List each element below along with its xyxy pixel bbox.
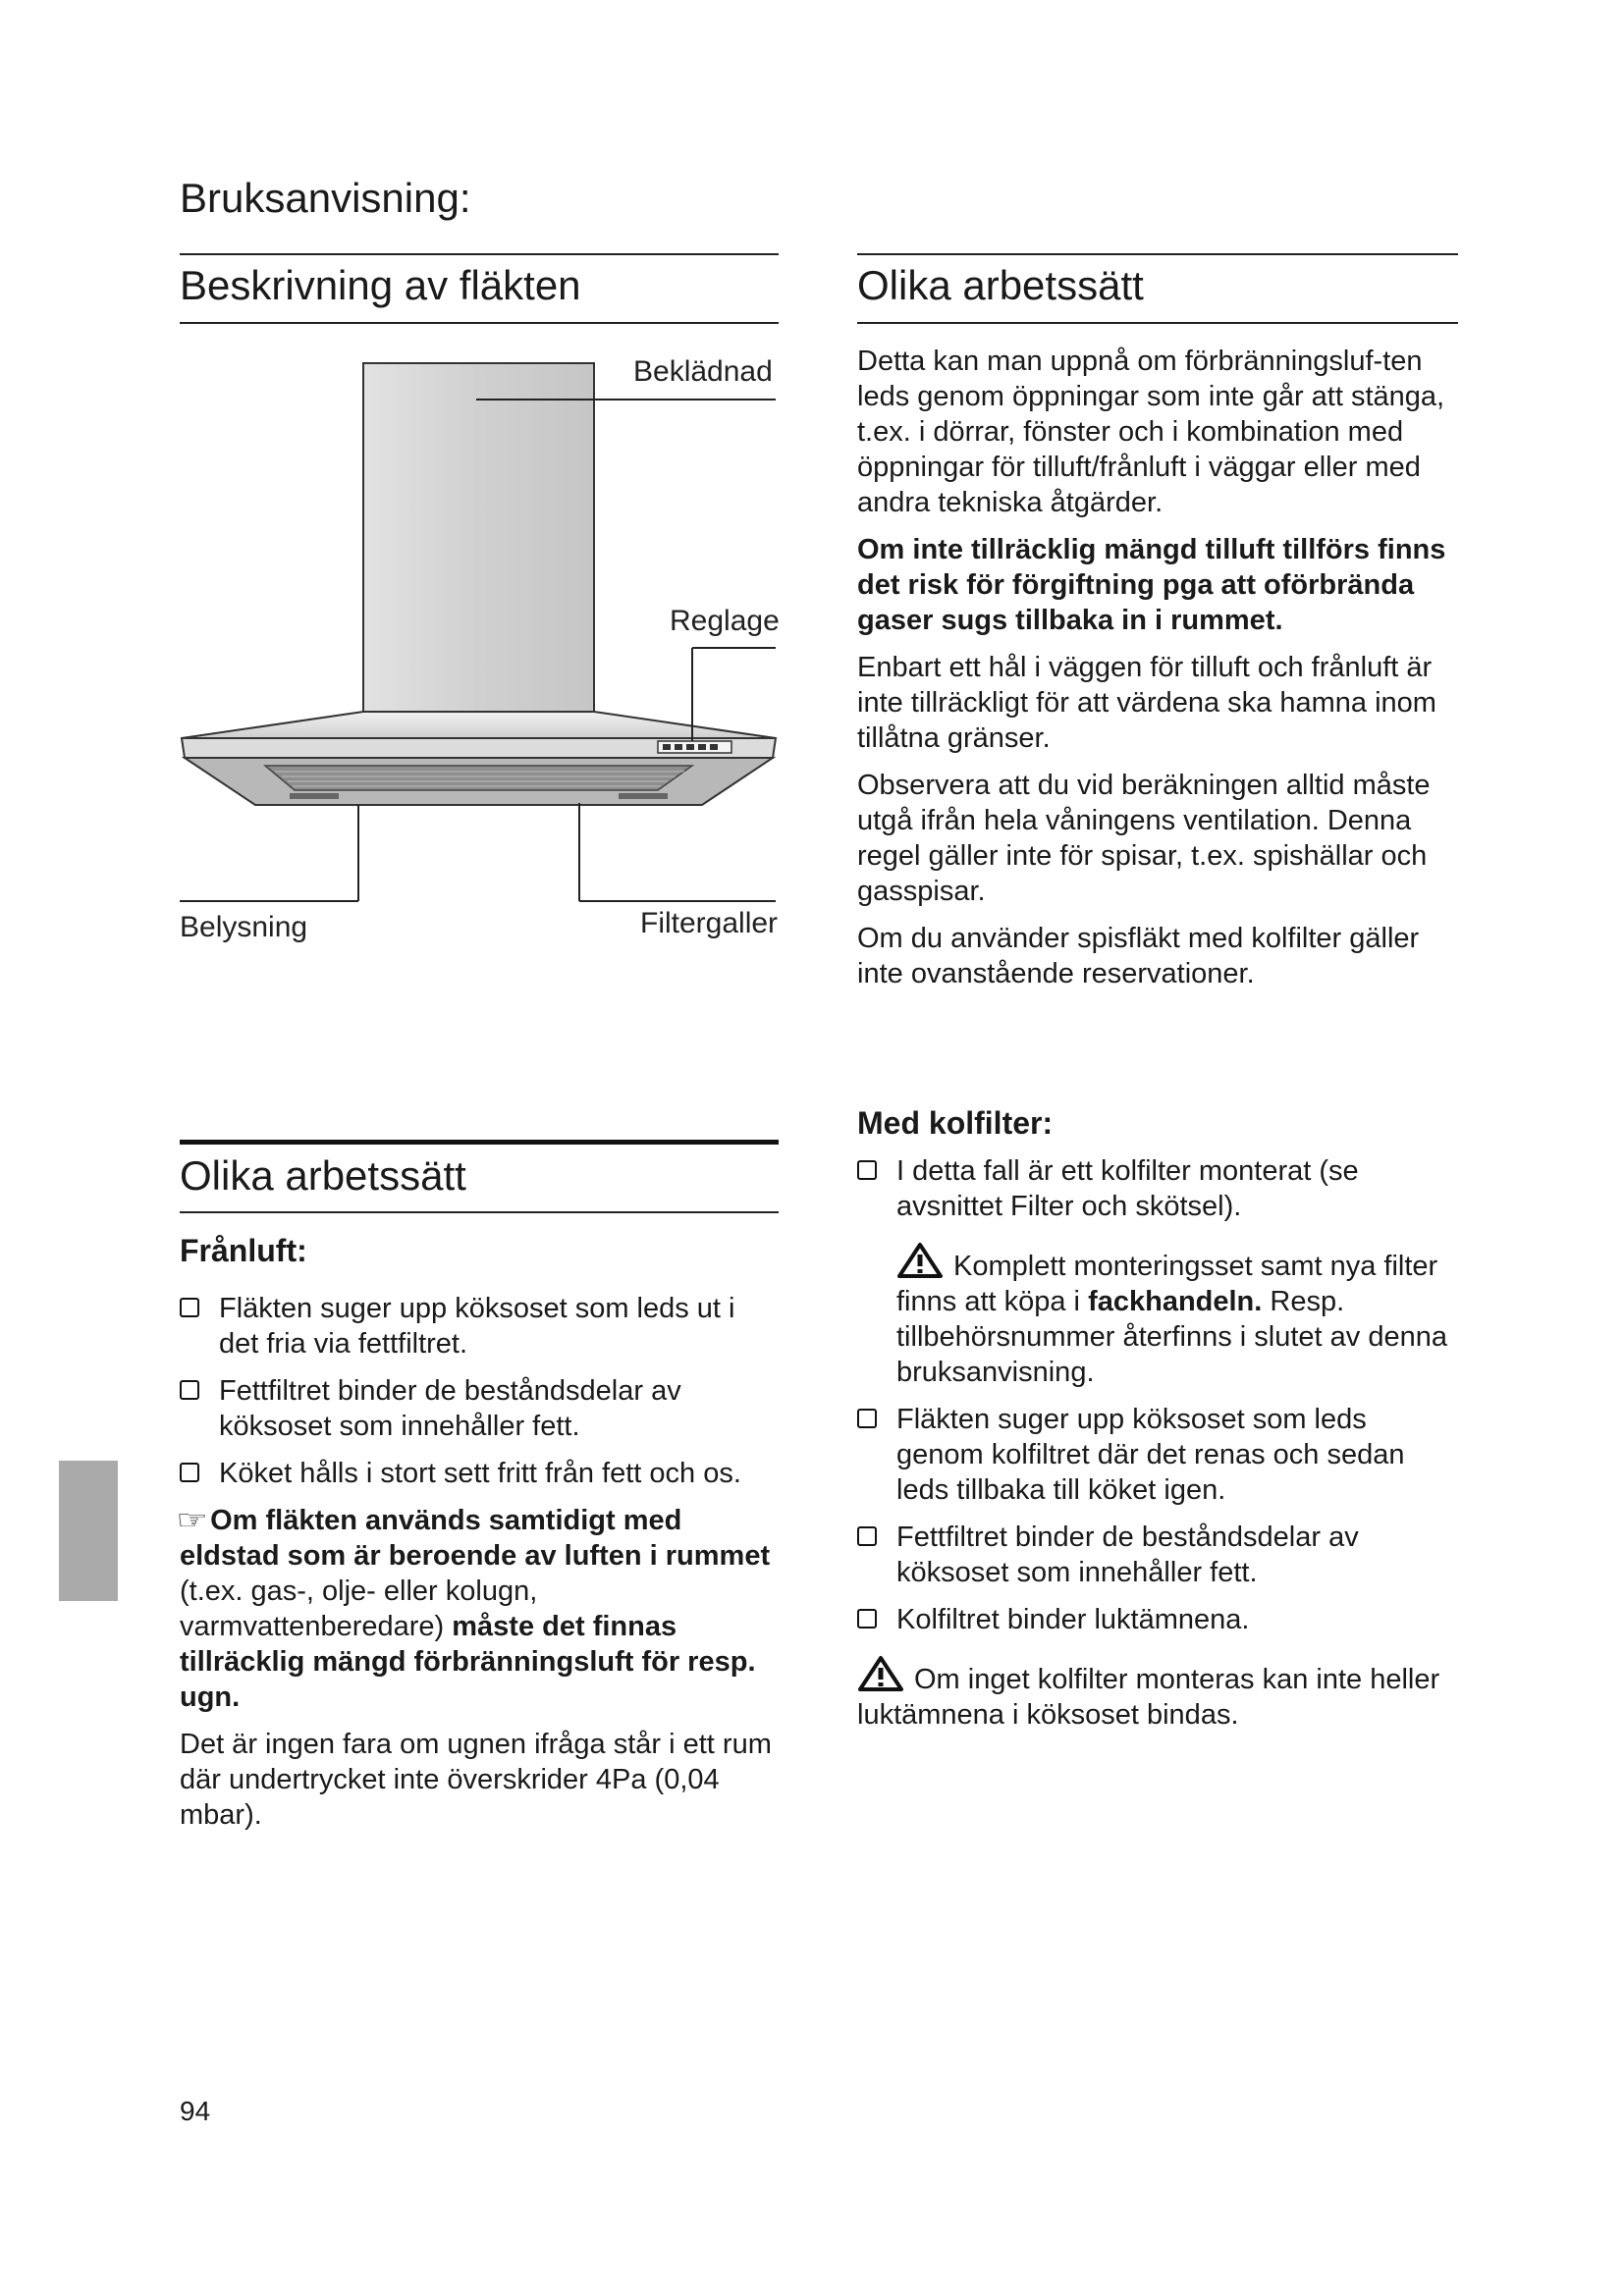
rule-left-under-heading xyxy=(180,322,779,324)
section-heading-modes-left: Olika arbetssätt xyxy=(180,1152,466,1199)
chimney-cladding xyxy=(363,363,594,712)
list-item: Fläkten suger upp köksoset som leds genom kolfiltret där det renas och sedan leds tillbaka till köket igen. xyxy=(857,1402,1456,1508)
checkbox-bullet-icon xyxy=(857,1609,877,1629)
list-item: Fettfiltret binder de beståndsdelar av köksoset som innehåller fett. xyxy=(180,1373,779,1444)
warning-triangle-icon xyxy=(896,1242,944,1279)
paragraph: Observera att du vid beräkningen alltid måste utgå ifrån hela våningens ventilation. Denna regel gäller inte för spisar, t.ex. spishällar och gasspisar. xyxy=(857,770,1431,907)
page-title: Bruksanvisning: xyxy=(180,175,471,221)
list-item: I detta fall är ett kolfilter monterat (se avsnittet Filter och skötsel). xyxy=(857,1153,1456,1224)
right-bottom-text xyxy=(857,1105,1456,1744)
label-lighting: Belysning xyxy=(180,911,308,943)
checkbox-bullet-icon xyxy=(180,1298,199,1317)
label-filter-grille: Filtergaller xyxy=(640,907,779,939)
subheading-carbon-filter: Med kolfilter: xyxy=(857,1105,1054,1141)
paragraph: Detta kan man uppnå om förbränningsluf-ten leds genom öppningar som inte går att stänga, t.ex. i dörrar, fönster och i kombination med öppningar för tilluft/frånluft i väggar eller med andra tekniska åtgärder. xyxy=(857,346,1445,518)
label-controls: Reglage xyxy=(670,605,780,637)
subheading-exhaust: Frånluft: xyxy=(180,1233,307,1268)
right-top-text xyxy=(857,344,1456,1003)
left-bottom-text xyxy=(176,1233,779,1844)
paragraph: Enbart ett hål i väggen för tilluft och frånluft är inte tillräckligt för att värdena ska hamna inom tillåtna gränser. xyxy=(857,652,1436,754)
canopy xyxy=(182,712,776,738)
pointing-hand-icon: ☞ xyxy=(176,1505,208,1535)
page-number: 94 xyxy=(180,2096,211,2126)
rule-right-top xyxy=(857,253,1458,255)
range-hood-diagram xyxy=(172,353,790,962)
list-item: Kolfiltret binder luktämnena. xyxy=(857,1602,1456,1637)
rule-right-under-heading xyxy=(857,322,1458,324)
warning-triangle-icon xyxy=(857,1655,904,1692)
list-item: Köket hålls i stort sett fritt från fett och os. xyxy=(180,1456,779,1491)
warning-note-accessories: Komplett monteringsset samt nya filter finns att köpa i fackhandeln. Resp. tillbehörsnummer återfinns i slutet av denna bruksanvisning. xyxy=(857,1242,1456,1390)
section-heading-modes-right: Olika arbetssätt xyxy=(857,262,1144,308)
paragraph: Om du använder spisfläkt med kolfilter gäller inte ovanstående reservationer. xyxy=(857,923,1420,989)
checkbox-bullet-icon xyxy=(857,1526,877,1546)
note-combustion: ☞Om fläkten används samtidigt med eldstad som är beroende av luften i rummet (t.ex. gas-, olje- eller kolugn, varmvattenberedare) måste det finnas tillräcklig mängd förbränningsluft för resp. ugn. xyxy=(176,1505,771,1713)
paragraph: Det är ingen fara om ugnen ifråga står i ett rum där undertrycket inte överskrider 4Pa (0,04 mbar). xyxy=(180,1729,772,1831)
list-item: Fläkten suger upp köksoset som leds ut i det fria via fettfiltret. xyxy=(180,1291,779,1362)
rule-left-bottom xyxy=(180,1140,779,1145)
rule-left-bottom-under xyxy=(180,1211,779,1213)
checkbox-bullet-icon xyxy=(180,1380,199,1400)
checkbox-bullet-icon xyxy=(857,1160,877,1180)
paragraph-warning-bold: Om inte tillräcklig mängd tilluft tillförs finns det risk för förgiftning pga att oförbrända gaser sugs tillbaka in i rummet. xyxy=(857,534,1446,636)
language-tab-marker xyxy=(59,1461,118,1601)
warning-note-no-filter: Om inget kolfilter monteras kan inte heller luktämnena i köksoset bindas. xyxy=(857,1655,1456,1733)
label-cladding: Beklädnad xyxy=(633,355,773,388)
list-item: Fettfiltret binder de beståndsdelar av köksoset som innehåller fett. xyxy=(857,1520,1456,1590)
section-heading-description: Beskrivning av fläkten xyxy=(180,262,581,308)
checkbox-bullet-icon xyxy=(180,1463,199,1482)
checkbox-bullet-icon xyxy=(857,1409,877,1428)
rule-left-top xyxy=(180,253,779,255)
